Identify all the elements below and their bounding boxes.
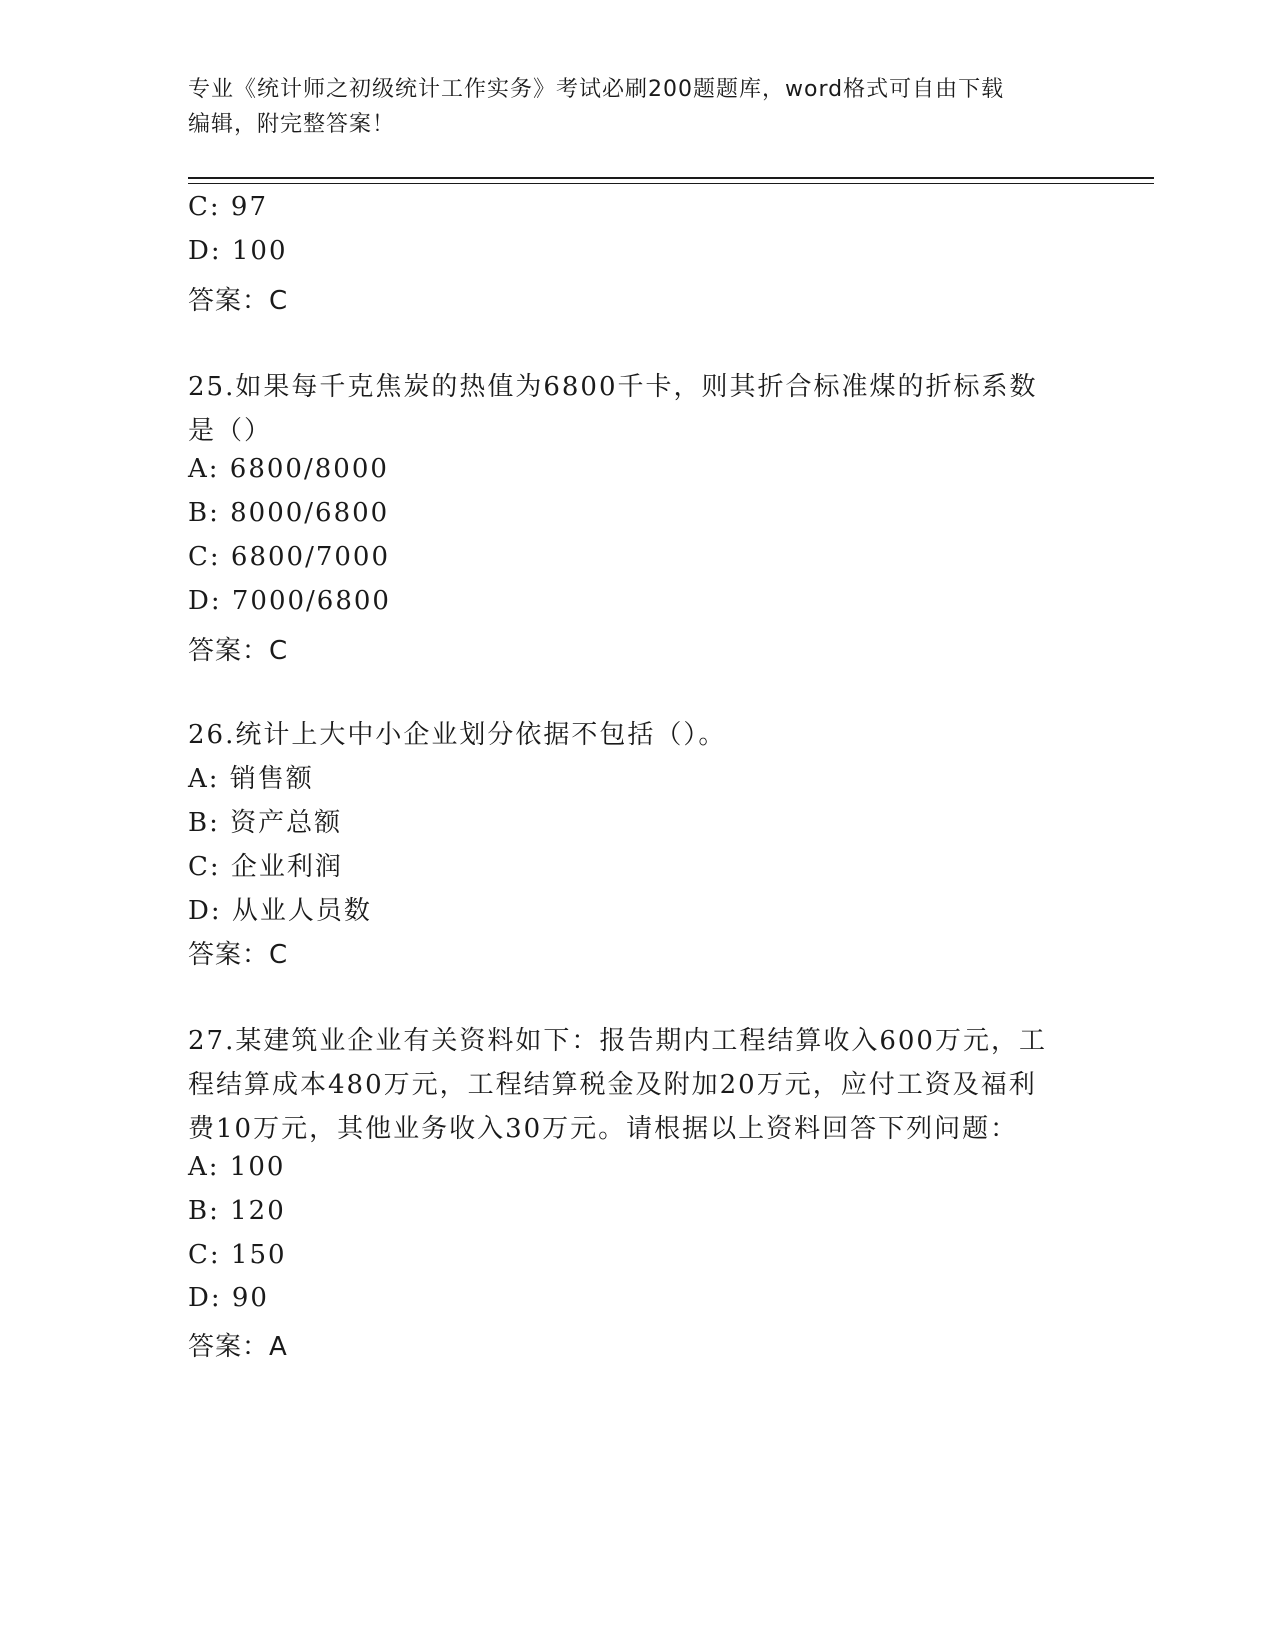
question-25-option-c: C: 6800/7000 [188,542,391,572]
document-header [188,72,1088,142]
header-divider-thin [188,183,1154,184]
question-25-stem: 25.如果每千克焦炭的热值为6800千卡，则其折合标准煤的折标系数 [188,372,1038,402]
question-26-option-d: D: 从业人员数 [188,896,372,926]
question-25-option-a: A: 6800/8000 [188,454,389,484]
question-25-stem-cont: 是（） [188,416,273,446]
question-26-answer: 答案：C [188,940,289,970]
question-25-answer: 答案：C [188,636,289,666]
question-27-answer: 答案：A [188,1332,288,1362]
question-25-option-b: B: 8000/6800 [188,498,390,528]
question-27-option-c: C: 150 [188,1240,287,1270]
question-27-option-d: D: 90 [188,1283,269,1313]
header-divider-thick [188,177,1154,179]
answer-line: 答案：C [188,286,289,316]
question-27-stem: 27.某建筑业企业有关资料如下：报告期内工程结算收入600万元，工 [188,1026,1047,1056]
question-27-option-a: A: 100 [188,1152,286,1182]
header-line-1: 专业《统计师之初级统计工作实务》考试必刷200题题库，word格式可自由下载 [188,77,1005,102]
question-27-option-b: B: 120 [188,1196,286,1226]
question-26-option-b: B: 资产总额 [188,808,343,838]
option-d: D: 100 [188,236,288,266]
question-25-option-d: D: 7000/6800 [188,586,391,616]
question-27-stem-cont-2: 费10万元，其他业务收入30万元。请根据以上资料回答下列问题： [188,1114,1019,1144]
question-26-stem: 26.统计上大中小企业划分依据不包括（）。 [188,720,727,750]
question-27-stem-cont-1: 程结算成本480万元，工程结算税金及附加20万元，应付工资及福利 [188,1070,1037,1100]
header-line-2: 编辑，附完整答案！ [188,112,396,137]
question-26-option-c: C: 企业利润 [188,852,343,882]
option-c: C: 97 [188,192,269,222]
question-26-option-a: A: 销售额 [188,764,314,794]
